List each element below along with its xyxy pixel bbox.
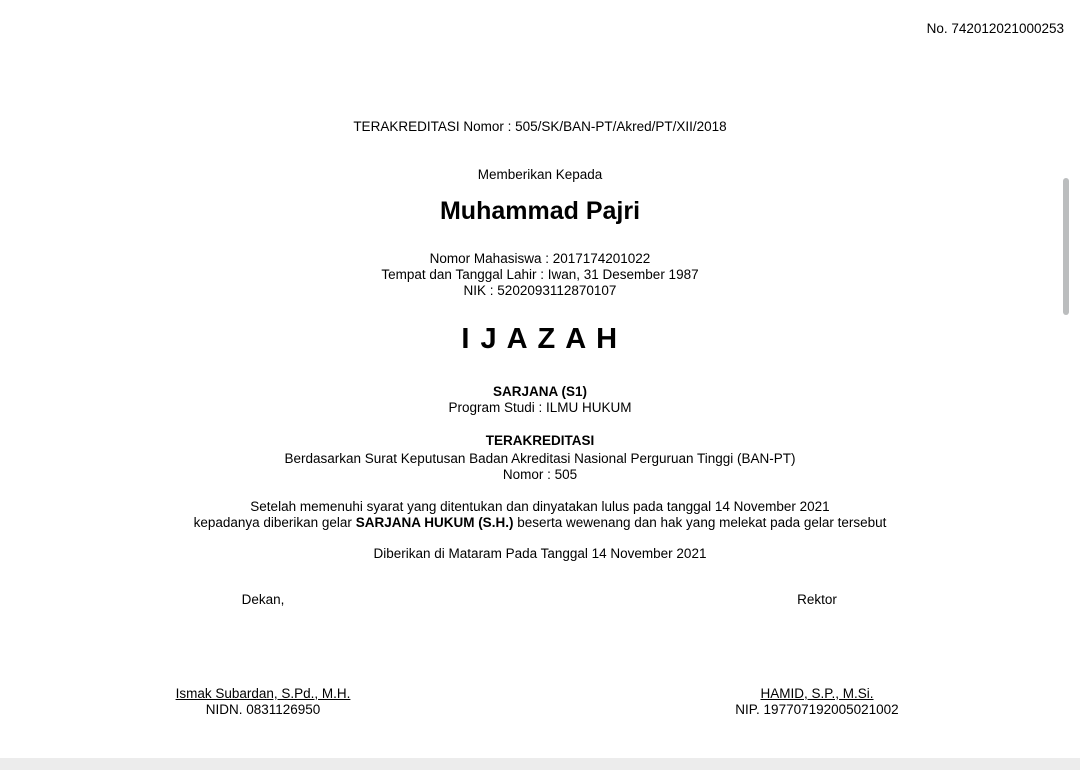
- dean-name: Ismak Subardan, S.Pd., M.H.: [175, 686, 351, 701]
- award-label: Memberikan Kepada: [477, 167, 603, 182]
- recipient-name: Muhammad Pajri: [439, 197, 641, 225]
- dean-role-label: Dekan,: [241, 592, 285, 607]
- issuance-line: Diberikan di Mataram Pada Tanggal 14 November 2021: [373, 546, 707, 561]
- dean-nidn: NIDN. 0831126950: [205, 702, 321, 717]
- horizontal-scrollbar-track[interactable]: [0, 758, 1080, 770]
- vertical-scrollbar-thumb[interactable]: [1063, 178, 1069, 315]
- statement-line-2: [0, 515, 1080, 531]
- rector-name: HAMID, S.P., M.Si.: [760, 686, 874, 701]
- rector-role-label: Rektor: [797, 592, 837, 607]
- rector-nip: NIP. 197707192005021002: [735, 702, 899, 717]
- accreditation-basis-line: Berdasarkan Surat Keputusan Badan Akreditasi Nasional Perguruan Tinggi (BAN-PT): [284, 451, 796, 466]
- accreditation-header: TERAKREDITASI Nomor : 505/SK/BAN-PT/Akred/PT/XII/2018: [353, 119, 727, 134]
- serial-number: No. 742012021000253: [926, 21, 1064, 36]
- statement-line-2-suffix: beserta wewenang dan hak yang melekat pada gelar tersebut: [513, 515, 887, 530]
- accreditation-label: TERAKREDITASI: [485, 433, 595, 448]
- student-number-line: Nomor Mahasiswa : 2017174201022: [429, 251, 651, 266]
- degree-level: SARJANA (S1): [492, 384, 587, 399]
- accreditation-number-line: Nomor : 505: [502, 467, 578, 482]
- document-title: I J A Z A H: [461, 323, 619, 355]
- statement-line-2-prefix: kepadanya diberikan gelar: [193, 515, 356, 530]
- study-program-line: Program Studi : ILMU HUKUM: [448, 400, 632, 415]
- birth-line: Tempat dan Tanggal Lahir : Iwan, 31 Desember 1987: [381, 267, 699, 282]
- nik-line: NIK : 5202093112870107: [463, 283, 617, 298]
- statement-degree-awarded: SARJANA HUKUM (S.H.): [355, 515, 514, 530]
- statement-line-1: Setelah memenuhi syarat yang ditentukan dan dinyatakan lulus pada tanggal 14 November 2021: [250, 499, 830, 514]
